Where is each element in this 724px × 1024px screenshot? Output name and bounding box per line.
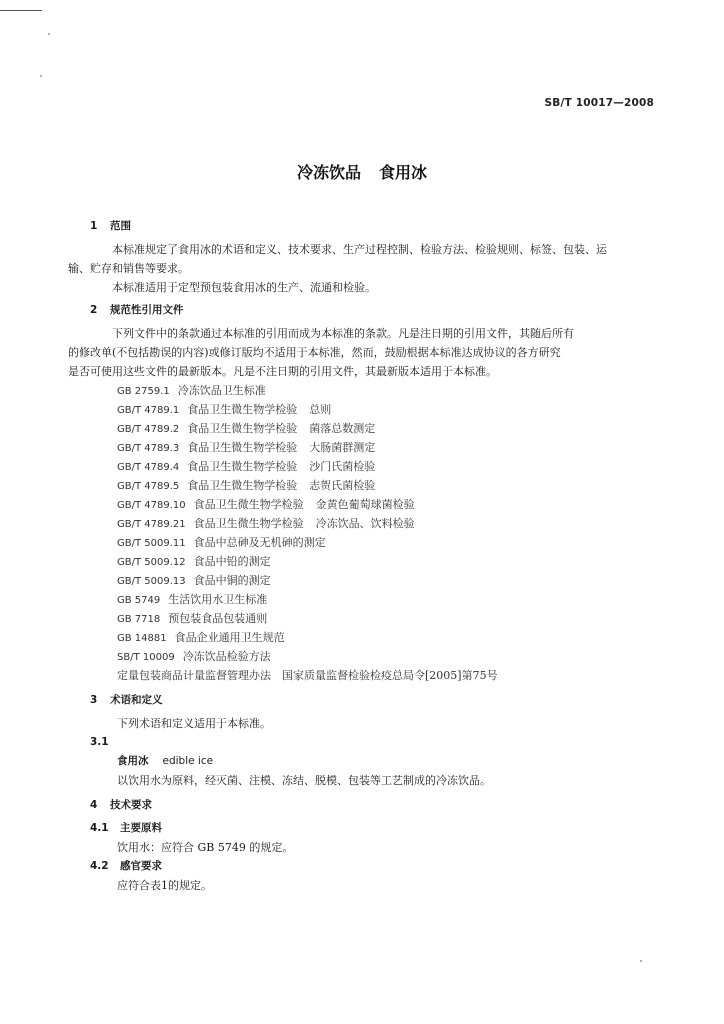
section-heading-3: 3 术语和定义 — [90, 694, 163, 706]
title-main: 冷冻饮品 — [296, 163, 361, 182]
document-body — [68, 217, 656, 895]
scan-speck — [48, 33, 50, 35]
reference-item: GB 14881 食品企业通用卫生规范 — [117, 631, 285, 644]
reference-item: GB/T 4789.21 食品卫生微生物学检验 冷冻饮品、饮料检验 — [117, 517, 415, 530]
term-english: edible ice — [162, 755, 214, 767]
subsection-4-1-text: 饮用水：应符合 GB 5749 的规定。 — [117, 841, 294, 854]
subsection-heading-4-2: 4.2 感官要求 — [90, 860, 162, 872]
subsection-heading-4-1: 4.1 主要原料 — [90, 822, 162, 834]
reference-item: GB 5749 生活饮用水卫生标准 — [117, 593, 268, 606]
reference-item: GB 7718 预包装食品包装通则 — [117, 612, 268, 625]
reference-item: GB/T 5009.13 食品中铜的测定 — [117, 574, 271, 587]
reference-item: GB 2759.1 冷冻饮品卫生标准 — [117, 384, 266, 397]
term-entry — [90, 752, 656, 771]
reference-item: GB/T 4789.10 食品卫生微生物学检验 金黄色葡萄球菌检验 — [117, 498, 415, 511]
reference-list — [90, 381, 656, 685]
scan-speck — [640, 960, 642, 962]
reference-item: GB/T 5009.12 食品中铅的测定 — [117, 555, 271, 568]
term-chinese: 食用冰 — [117, 755, 149, 767]
scan-speck — [40, 75, 42, 77]
reference-item: SB/T 10009 冷冻饮品检验方法 — [117, 650, 271, 663]
reference-item-regulation: 定量包装商品计量监督管理办法 国家质量监督检验检疫总局令[2005]第75号 — [117, 669, 498, 682]
standard-number: SB/T 10017—2008 — [544, 97, 654, 109]
reference-item: GB/T 4789.2 食品卫生微生物学检验 菌落总数测定 — [117, 422, 376, 435]
subsection-3-1-number: 3.1 — [90, 736, 109, 748]
section-2-paragraph-1: 下列文件中的条款通过本标准的引用而成为本标准的条款。凡是注日期的引用文件，其随后所有 的修改单(不包括勘误的内容)或修订版均不适用于本标准，然而，鼓励根据本标准达成协议的各方研究 是否可使用这些文件的最新版本。凡是不注日期的引用文件，其最新版本适用于本标准。 — [68, 327, 574, 378]
reference-item: GB/T 4789.5 食品卫生微生物学检验 志贺氏菌检验 — [117, 479, 376, 492]
document-title — [0, 160, 724, 183]
reference-item: GB/T 4789.4 食品卫生微生物学检验 沙门氏菌检验 — [117, 460, 376, 473]
title-sub: 食用冰 — [379, 163, 428, 182]
section-heading-4: 4 技术要求 — [90, 799, 152, 811]
section-1-paragraph-1: 本标准规定了食用冰的术语和定义、技术要求、生产过程控制、检验方法、检验规则、标签、包装、运 输、贮存和销售等要求。 — [68, 243, 607, 275]
reference-item: GB/T 5009.11 食品中总砷及无机砷的测定 — [117, 536, 326, 549]
section-heading-1: 1 范围 — [90, 220, 131, 232]
subsection-4-2-text: 应符合表1的规定。 — [117, 879, 212, 892]
reference-item: GB/T 4789.3 食品卫生微生物学检验 大肠菌群测定 — [117, 441, 376, 454]
scan-edge-mark — [0, 10, 42, 11]
section-heading-2: 2 规范性引用文件 — [90, 304, 184, 316]
section-1-paragraph-2: 本标准适用于定型预包装食用冰的生产、流通和检验。 — [112, 281, 376, 294]
term-definition: 以饮用水为原料，经灭菌、注模、冻结、脱模、包装等工艺制成的冷冻饮品。 — [117, 774, 491, 787]
section-3-paragraph-1: 下列术语和定义适用于本标准。 — [117, 717, 271, 730]
reference-item: GB/T 4789.1 食品卫生微生物学检验 总则 — [117, 403, 332, 416]
